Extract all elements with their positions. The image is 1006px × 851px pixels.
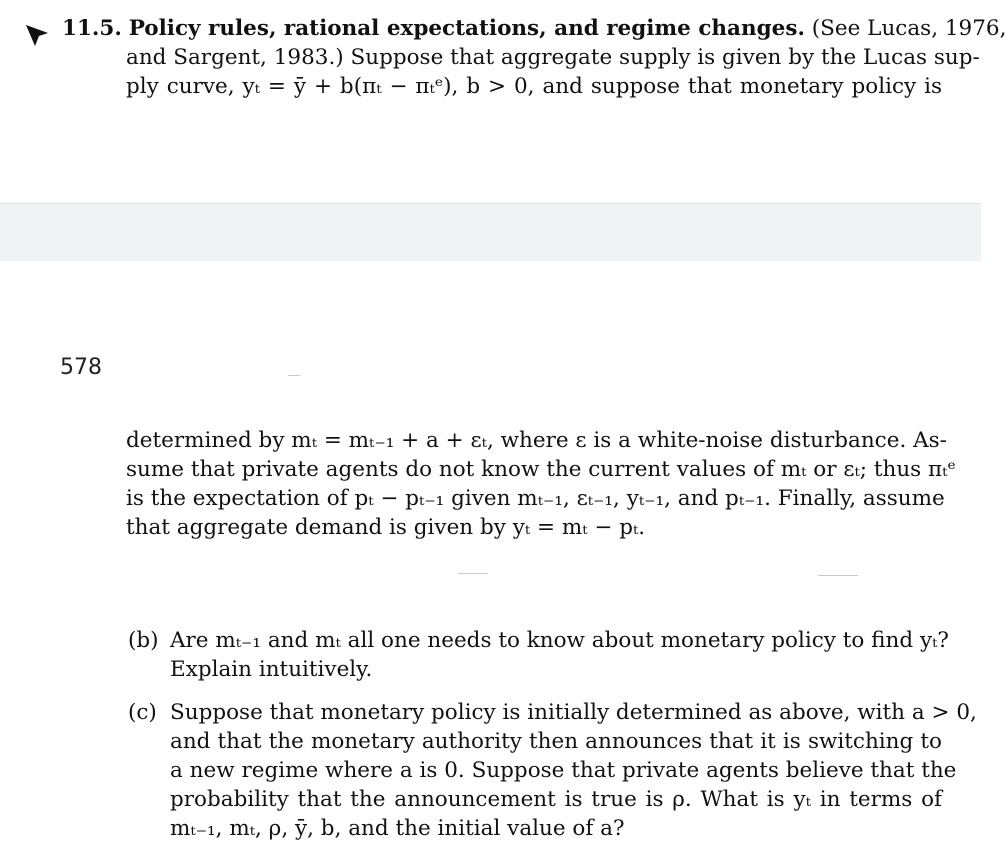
scan-speck <box>458 573 488 574</box>
page-number: 578 <box>60 355 102 380</box>
problem-title: Policy rules, rational expectations, and regime changes. <box>128 16 805 41</box>
continuation-line: is the expectation of pₜ − pₜ₋₁ given mₜ₋₁, εₜ₋₁, yₜ₋₁, and pₜ₋₁. Finally, assume <box>126 486 945 511</box>
continuation-line: sume that private agents do not know the current values of mₜ or εₜ; thus πₜᵉ <box>126 457 956 482</box>
problem-number: 11.5. <box>62 16 122 41</box>
problem-first-line <box>62 14 1006 43</box>
part-c-line: Suppose that monetary policy is initially determined as above, with a > 0, <box>170 700 977 725</box>
problem-intro-line: ply curve, yₜ = ȳ + b(πₜ − πₜᵉ), b > 0, and suppose that monetary policy is <box>126 74 942 99</box>
part-b-line: Are mₜ₋₁ and mₜ all one needs to know about monetary policy to find yₜ? <box>170 628 949 653</box>
page-gap-band <box>0 203 981 262</box>
part-c-line: probability that the announcement is true is ρ. What is yₜ in terms of <box>170 787 942 812</box>
scan-speck <box>288 375 300 376</box>
pointer-arrow-icon <box>24 22 50 48</box>
part-c-line: a new regime where a is 0. Suppose that private agents believe that the <box>170 758 957 783</box>
part-c-line: and that the monetary authority then announces that it is switching to <box>170 729 942 754</box>
part-b-text <box>170 626 949 684</box>
continuation-line: determined by mₜ = mₜ₋₁ + a + εₜ, where ε is a white-noise disturbance. As- <box>126 428 947 453</box>
problem-header <box>62 14 1006 43</box>
part-b-line: Explain intuitively. <box>170 657 373 682</box>
problem-intro <box>126 43 980 101</box>
problem-intro-line: (See Lucas, 1976, <box>811 16 1006 41</box>
part-b-label: (b) <box>128 628 159 653</box>
part-c-line: mₜ₋₁, mₜ, ρ, ȳ, b, and the initial value of a? <box>170 816 625 841</box>
problem-intro-line: and Sargent, 1983.) Suppose that aggregate supply is given by the Lucas sup- <box>126 45 980 70</box>
part-c-text <box>170 698 977 843</box>
scan-speck <box>818 575 858 576</box>
part-c-label: (c) <box>128 700 157 725</box>
continuation-line: that aggregate demand is given by yₜ = mₜ − pₜ. <box>126 515 646 540</box>
problem-continuation <box>126 426 956 542</box>
